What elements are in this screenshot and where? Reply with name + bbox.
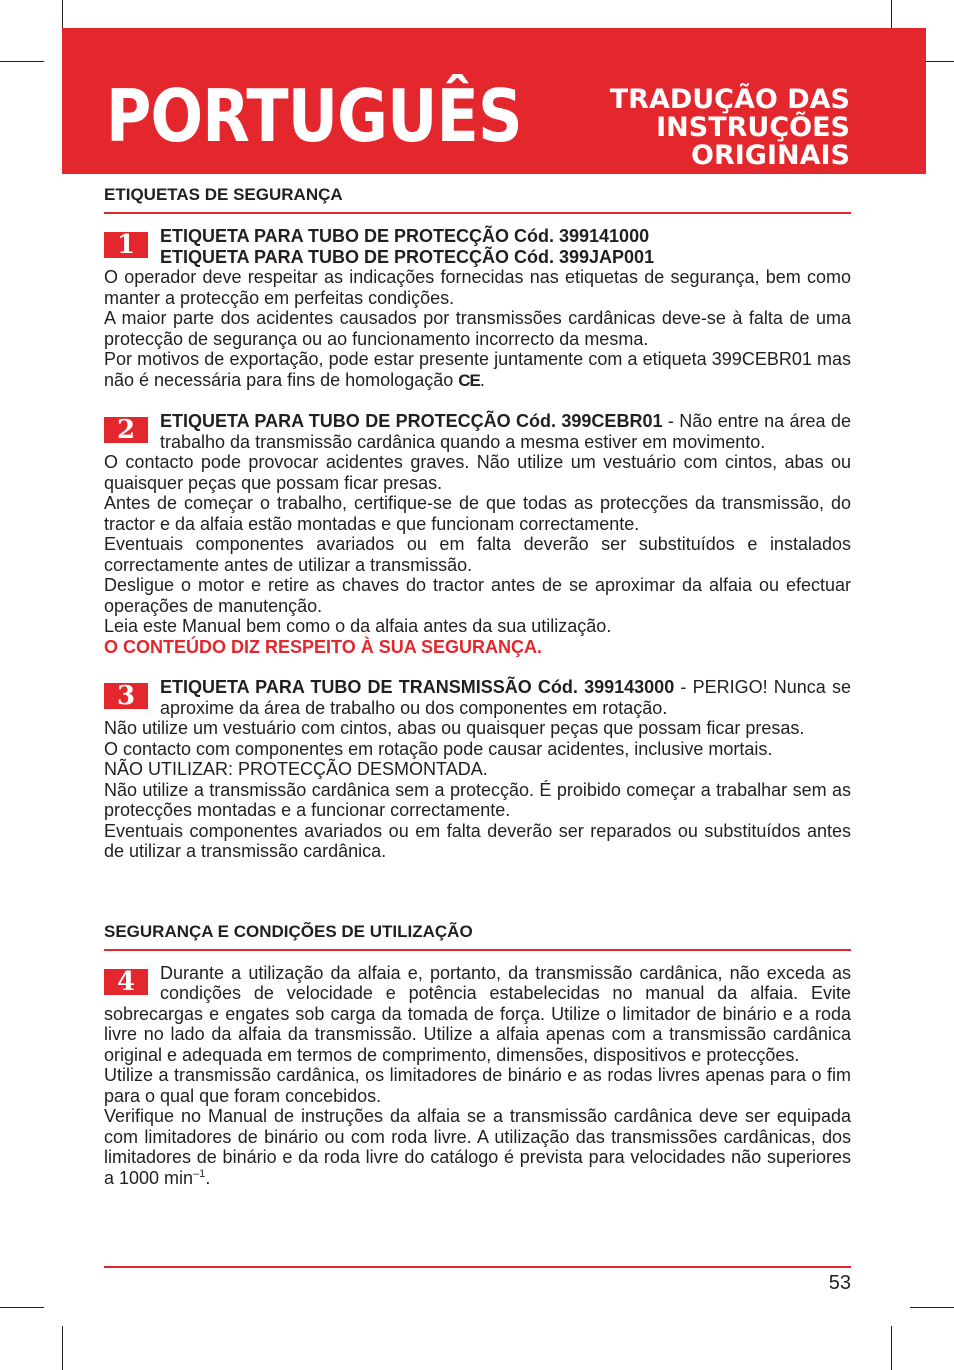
- paragraph: [104, 1106, 851, 1188]
- header-banner: [62, 28, 926, 174]
- paragraph: Durante a utilização da alfaia e, portanto, da transmissão cardânica, não exceda as condições de velocidade e potência estabelecidas no manual da alfaia. Evite sobrecargas e engates sob carga da tomada de força. Utilize o limitador de binário e a roda livre no lado da alfaia da transmissão. Utilize a alfaia apenas com a transmissão cardânica original e adequada em termos de comprimento, dimensões, dispositivos e protecções.: [104, 962, 851, 1065]
- paragraph: Não utilize um vestuário com cintos, abas ou quaisquer peças que possam ficar presas.: [104, 718, 805, 738]
- ce-mark: CE: [458, 370, 480, 390]
- paragraph-end: .: [205, 1167, 211, 1188]
- label-heading: ETIQUETA PARA TUBO DE PROTECÇÃO Cód. 399JAP001: [160, 246, 655, 267]
- paragraph: Antes de começar o trabalho, certifique-se de que todas as protecções da transmissão, do tractor e da alfaia estão montadas e que funcionam correctamente.: [104, 493, 851, 534]
- paragraph: [104, 411, 851, 452]
- crop-mark: [0, 61, 44, 62]
- crop-mark: [910, 1307, 954, 1308]
- crop-mark: [62, 1326, 63, 1370]
- page-number: 53: [828, 1272, 851, 1294]
- page-title: PORTUGUÊS: [106, 74, 522, 158]
- paragraph: O contacto com componentes em rotação pode causar acidentes, inclusive mortais.: [104, 738, 773, 759]
- section-divider: [104, 212, 851, 214]
- paragraph: NÃO UTILIZAR: PROTECÇÃO DESMONTADA.: [104, 759, 488, 779]
- label-heading-rest: - PERIGO! Nunca se aproxime da área de trabalho ou dos componentes em rotação.: [160, 677, 851, 718]
- label-heading-rest: - Não entre na área de trabalho da transmissão cardânica quando a mesma estiver em movimento.: [160, 411, 851, 452]
- paragraph: [104, 349, 851, 391]
- safety-condition-item-4: [104, 963, 851, 1189]
- paragraph: Não utilize a transmissão cardânica sem a protecção. É proibido começar a trabalhar sem as protecções montadas e a funcionar correctamente.: [104, 779, 851, 820]
- subtitle-line-2: INSTRUÇÕES ORIGINAIS: [656, 112, 850, 171]
- spacer: [104, 882, 851, 920]
- safety-warning: O CONTEÚDO DIZ RESPEITO À SUA SEGURANÇA.: [104, 636, 543, 657]
- item-number-badge: 4: [104, 969, 148, 995]
- section-divider: [104, 949, 851, 951]
- page-subtitle: [490, 86, 850, 170]
- footer-divider: [104, 1266, 851, 1268]
- safety-label-item-2: [104, 411, 851, 657]
- paragraph: Leia este Manual bem como o da alfaia antes da sua utilização.: [104, 616, 612, 636]
- paragraph: Eventuais componentes avariados ou em falta deverão ser reparados ou substituídos antes de utilizar a transmissão cardânica.: [104, 820, 851, 861]
- paragraph-text: Por motivos de exportação, pode estar presente juntamente com a etiqueta 399CEBR01 mas não é necessária para fins de homologação: [104, 349, 851, 390]
- item-number-badge: 2: [104, 417, 148, 443]
- safety-label-item-1: [104, 226, 851, 391]
- section-title-safety-conditions: SEGURANÇA E CONDIÇÕES DE UTILIZAÇÃO: [104, 921, 473, 941]
- section-title-safety-labels: ETIQUETAS DE SEGURANÇA: [104, 185, 343, 204]
- label-heading: ETIQUETA PARA TUBO DE TRANSMISSÃO Cód. 399143000: [160, 677, 675, 697]
- superscript-unit: –1: [193, 1167, 206, 1180]
- item-number-badge: 1: [104, 232, 148, 258]
- paragraph: O contacto pode provocar acidentes graves. Não utilize um vestuário com cintos, abas ou quaisquer peças que possam ficar presas.: [104, 452, 851, 493]
- page-content: [104, 183, 851, 1208]
- paragraph: O operador deve respeitar as indicações fornecidas nas etiquetas de segurança, bem como manter a protecção em perfeitas condições.: [104, 267, 851, 308]
- paragraph-text: Verifique no Manual de instruções da alfaia se a transmissão cardânica deve ser equipada com limitadores de binário ou com roda livre. A utilização das transmissões cardânicas, dos limitadores de binário e da roda livre do catálogo é prevista para velocidades não superiores a 1000 min: [104, 1106, 851, 1188]
- label-heading: ETIQUETA PARA TUBO DE PROTECÇÃO Cód. 399141000: [160, 226, 650, 246]
- paragraph: Utilize a transmissão cardânica, os limitadores de binário e as rodas livres apenas para o fim para o qual que foram concebidos.: [104, 1065, 851, 1106]
- crop-mark: [891, 1326, 892, 1370]
- crop-mark: [0, 1307, 44, 1308]
- label-heading: ETIQUETA PARA TUBO DE PROTECÇÃO Cód. 399CEBR01: [160, 411, 663, 431]
- paragraph-end: .: [479, 369, 485, 390]
- paragraph: Eventuais componentes avariados ou em falta deverão ser substituídos e instalados correctamente antes de utilizar a transmissão.: [104, 534, 851, 575]
- paragraph: A maior parte dos acidentes causados por transmissões cardânicas deve-se à falta de uma protecção de segurança ou ao funcionamento incorrecto da mesma.: [104, 308, 851, 349]
- subtitle-line-1: TRADUÇÃO DAS: [609, 84, 850, 115]
- item-number-badge: 3: [104, 683, 148, 709]
- safety-label-item-3: [104, 677, 851, 862]
- paragraph: Desligue o motor e retire as chaves do tractor antes de se aproximar da alfaia ou efectuar operações de manutenção.: [104, 575, 851, 616]
- paragraph: [104, 677, 851, 718]
